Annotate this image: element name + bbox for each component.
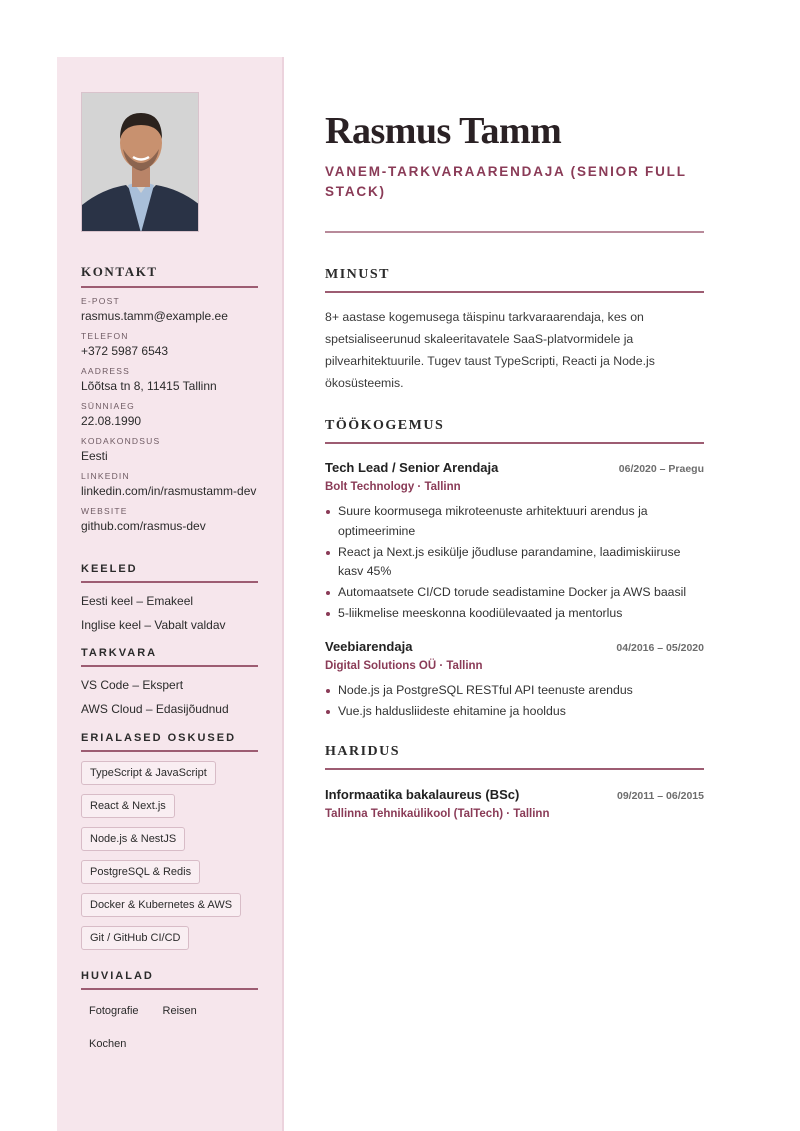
experience-section (325, 418, 704, 721)
job-bullet: Node.js ja PostgreSQL RESTful API teenuste arendus (325, 681, 704, 701)
contact-label: KODAKONDSUS (81, 436, 161, 446)
job-date: 04/2016 – 05/2020 (616, 641, 704, 654)
job-entry (325, 639, 704, 722)
contact-birthdate (81, 401, 258, 428)
about-heading: MINUST (325, 267, 704, 293)
linkedin-link[interactable]: linkedin.com/in/rasmustamm-dev (81, 484, 257, 498)
languages-list (81, 589, 258, 637)
job-entry (325, 460, 704, 624)
contact-address (81, 366, 258, 393)
contact-label: LINKEDIN (81, 471, 130, 481)
contact-website (81, 506, 258, 533)
education-date: 09/2011 – 06/2015 (616, 790, 704, 802)
skill-tag: PostgreSQL & Redis (81, 860, 200, 884)
education-section (325, 744, 704, 820)
birthdate-value: 22.08.1990 (81, 414, 142, 428)
job-title: Tech Lead / Senior Arendaja (325, 460, 499, 475)
skill-tag: Docker & Kubernetes & AWS (81, 893, 241, 917)
job-role: VANEM-TARKVARAARENDAJA (SENIOR FULL STACK) (325, 164, 687, 199)
about-text: 8+ aastase kogemusega täispinu tarkvaraarendaja, kes on spetsialiseerunud skaleeritavatele SaaS-platvormidele ja pilvearhitektuurile. Tugev taust TypeScripti, Reacti ja Node.js ökosüsteemis. (325, 310, 655, 390)
software-list (81, 673, 258, 721)
job-bullets (325, 502, 704, 624)
header-divider (325, 231, 704, 233)
address-value: Lõõtsa tn 8, 11415 Tallinn (81, 379, 217, 393)
job-header (325, 460, 704, 475)
about-section (325, 267, 704, 394)
job-bullets (325, 681, 704, 722)
hobbies-heading: HUVIALAD (81, 970, 258, 990)
skill-tag: Node.js & NestJS (81, 827, 185, 851)
phone-link[interactable]: +372 5987 6543 (81, 344, 169, 358)
contact-list (81, 296, 258, 533)
job-title: Veebiarendaja (325, 638, 413, 654)
experience-heading: TÖÖKOGEMUS (325, 418, 704, 444)
citizenship-value: Eesti (81, 449, 108, 463)
job-bullet: Automaatsete CI/CD torude seadistamine Docker ja AWS baasil (325, 583, 704, 603)
language-item: Inglise keel – Vabalt valdav (81, 618, 226, 632)
school-name: Tallinna Tehnikaülikool (TalTech) · Tallinn (325, 808, 550, 820)
main-content (325, 108, 704, 820)
contact-linkedin (81, 471, 258, 498)
contact-email (81, 296, 258, 323)
software-heading: TARKVARA (81, 647, 258, 667)
email-link[interactable]: rasmus.tamm@example.ee (81, 309, 228, 323)
skills-tags (81, 761, 258, 959)
contact-heading: KONTAKT (81, 264, 258, 288)
hobby-item: Kochen (89, 1038, 127, 1050)
software-item: VS Code – Ekspert (81, 678, 184, 692)
contact-label: AADRESS (81, 366, 131, 376)
job-bullet: 5-liikmelise meeskonna koodiülevaated ja mentorlus (325, 604, 704, 624)
person-name: Rasmus Tamm (325, 110, 562, 152)
hobbies-list (81, 1000, 251, 1066)
job-bullet: Vue.js haldusliideste ehitamine ja hooldus (325, 702, 704, 722)
skills-heading: ERIALASED OSKUSED (81, 732, 258, 752)
language-item: Eesti keel – Emakeel (81, 594, 194, 608)
job-company: Digital Solutions OÜ · Tallinn (325, 659, 483, 672)
hobby-item: Fotografie (89, 1005, 139, 1017)
software-item: AWS Cloud – Edasijõudnud (81, 702, 229, 716)
contact-citizenship (81, 436, 258, 463)
job-bullet: Suure koormusega mikroteenuste arhitektuuri arendus ja optimeerimine (325, 502, 704, 541)
education-header (325, 787, 704, 802)
education-heading: HARIDUS (325, 744, 704, 770)
job-bullet: React ja Next.js esikülje jõudluse parandamine, laadimiskiiruse kasv 45% (325, 543, 704, 582)
contact-label: SÜNNIAEG (81, 401, 135, 411)
job-header (325, 639, 704, 654)
profile-photo (81, 92, 199, 232)
languages-heading: KEELED (81, 563, 258, 583)
job-date: 06/2020 – Praegu (618, 463, 704, 475)
contact-phone (81, 331, 258, 358)
skill-tag: Git / GitHub CI/CD (81, 926, 189, 950)
degree-title: Informaatika bakalaureus (BSc) (325, 787, 520, 802)
website-link[interactable]: github.com/rasmus-dev (81, 519, 206, 533)
contact-label: TELEFON (81, 331, 129, 341)
contact-label: WEBSITE (81, 506, 128, 516)
hobby-item: Reisen (162, 1005, 197, 1017)
contact-label: E-POST (81, 296, 120, 306)
job-company: Bolt Technology · Tallinn (325, 481, 461, 493)
sidebar (57, 57, 284, 1131)
skill-tag: TypeScript & JavaScript (81, 761, 216, 785)
skill-tag: React & Next.js (81, 794, 175, 818)
education-entry (325, 787, 704, 820)
